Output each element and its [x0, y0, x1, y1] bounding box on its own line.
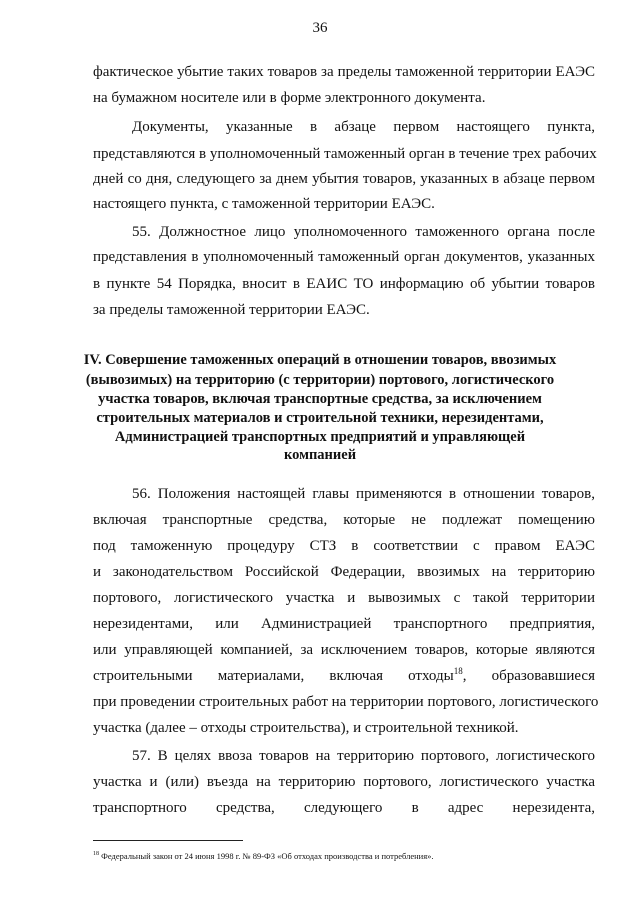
text-line: или управляющей компанией, за исключением товаров, которые являются	[93, 642, 595, 658]
heading-line: (вывозимых) на территорию (с территории) портового, логистического	[85, 372, 555, 388]
text-line: 57. В целях ввоза товаров на территорию портового, логистического	[132, 748, 595, 764]
footnote-ref[interactable]: 18	[453, 666, 463, 676]
text-line: портового, логистического участка и вывозимых с такой территории	[93, 590, 595, 606]
text-line: за пределы таможенной территории ЕАЭС.	[93, 302, 370, 318]
text-line-with-footnote	[93, 667, 595, 685]
text-fragment: , образовавшиеся	[462, 668, 595, 684]
heading-line: компанией	[283, 447, 357, 463]
text-line: в пункте 54 Порядка, вносит в ЕАИС ТО информацию об убытии товаров	[93, 276, 595, 292]
footnote-mark: 18	[93, 851, 99, 858]
text-line: под таможенную процедуру СТЗ в соответствии с правом ЕАЭС	[93, 538, 595, 554]
text-line: Документы, указанные в абзаце первом настоящего пункта,	[132, 119, 595, 135]
text-line: 55. Должностное лицо уполномоченного таможенного органа после	[132, 224, 595, 240]
heading-line: участка товаров, включая транспортные средства, за исключением	[98, 391, 542, 407]
text-line: и законодательством Российской Федерации, ввозимых на территорию	[93, 564, 595, 580]
footnote-divider	[93, 840, 243, 841]
text-line: представления в уполномоченный таможенный орган документов, указанных	[93, 249, 595, 265]
heading-line: Администрацией транспортных предприятий и управляющей	[114, 429, 526, 445]
page-number: 36	[312, 20, 328, 36]
text-line: 56. Положения настоящей главы применяются в отношении товаров,	[132, 486, 595, 502]
text-line: участка и (или) въезда на территорию портового, логистического участка	[93, 774, 595, 790]
heading-line: IV. Совершение таможенных операций в отношении товаров, ввозимых	[83, 352, 557, 368]
text-line: участка (далее – отходы строительства), и строительной техникой.	[93, 720, 519, 736]
text-line: настоящего пункта, с таможенной территории ЕАЭС.	[93, 196, 435, 212]
text-line: на бумажном носителе или в форме электронного документа.	[93, 90, 486, 106]
footnote-text: Федеральный закон от 24 июня 1998 г. № 89-ФЗ «Об отходах производства и потребления».	[99, 851, 434, 861]
heading-line: строительных материалов и строительной техники, нерезидентами,	[96, 410, 544, 426]
text-line: дней со дня, следующего за днем убытия товаров, указанных в абзаце первом	[93, 171, 595, 187]
text-line: включая транспортные средства, которые не подлежат помещению	[93, 512, 595, 528]
text-fragment: строительными материалами, включая отходы	[93, 668, 454, 684]
text-line: нерезидентами, или Администрацией транспортного предприятия,	[93, 616, 595, 632]
text-line: фактическое убытие таких товаров за пределы таможенной территории ЕАЭС	[93, 64, 595, 80]
text-line: транспортного средства, следующего в адрес нерезидента,	[93, 800, 595, 816]
text-line: при проведении строительных работ на территории портового, логистического	[93, 694, 599, 710]
text-line: представляются в уполномоченный таможенный орган в течение трех рабочих	[93, 146, 597, 162]
footnote	[93, 850, 433, 862]
